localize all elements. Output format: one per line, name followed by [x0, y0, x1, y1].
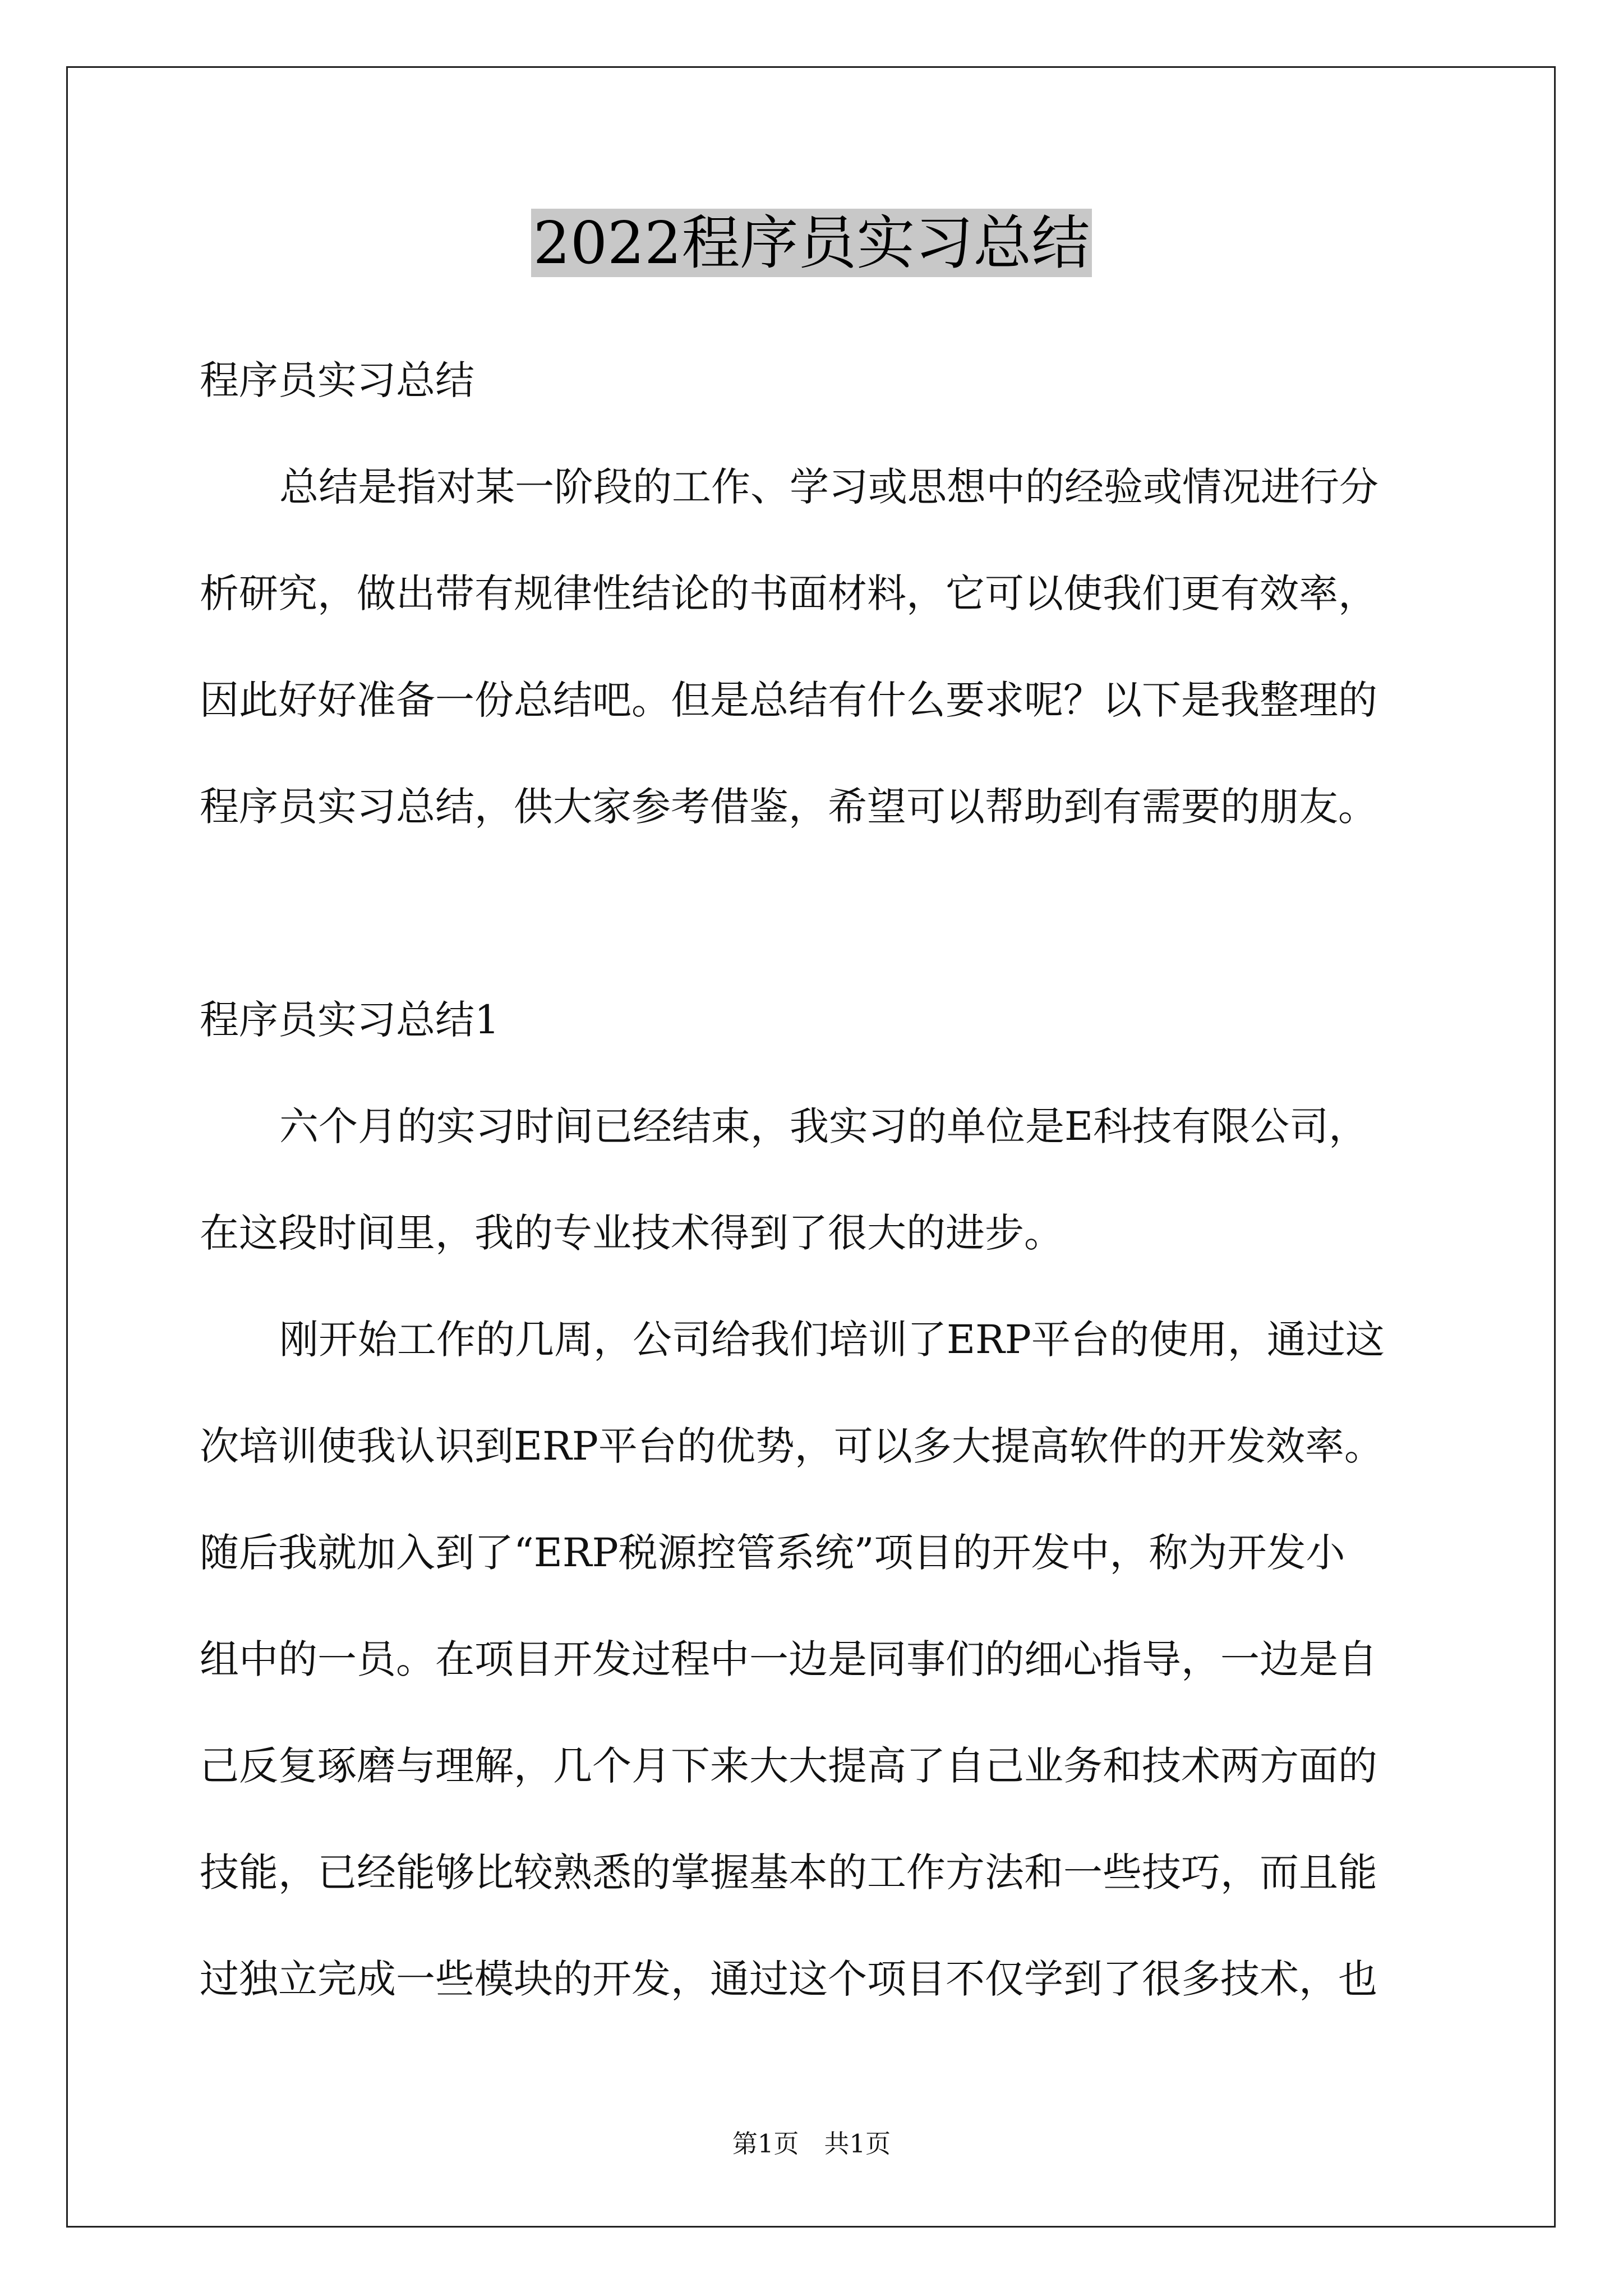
paragraph-line: 次培训使我认识到ERP平台的优势，可以多大提高软件的开发效率。	[200, 1423, 1384, 1469]
paragraph-line: 组中的一员。在项目开发过程中一边是同事们的细心指导，一边是自	[200, 1636, 1377, 1682]
paragraph-line: 过独立完成一些模块的开发，通过这个项目不仅学到了很多技术，也	[200, 1956, 1377, 2002]
section-heading: 程序员实习总结1	[200, 997, 500, 1043]
document-title	[0, 206, 1623, 279]
section-heading: 程序员实习总结	[200, 357, 474, 403]
document-title-text: 2022程序员实习总结	[531, 209, 1092, 277]
page-number: 第1页 共1页	[732, 2129, 891, 2159]
paragraph-line: 技能，已经能够比较熟悉的掌握基本的工作方法和一些技巧，而且能	[200, 1849, 1377, 1895]
paragraph-line: 因此好好准备一份总结吧。但是总结有什么要求呢？以下是我整理的	[200, 677, 1377, 723]
paragraph-line: 程序员实习总结，供大家参考借鉴，希望可以帮助到有需要的朋友。	[200, 784, 1377, 830]
paragraph-line: 在这段时间里，我的专业技术得到了很大的进步。	[200, 1210, 1063, 1256]
paragraph-line: 刚开始工作的几周，公司给我们培训了ERP平台的使用，通过这	[279, 1317, 1385, 1363]
paragraph-line: 析研究，做出带有规律性结论的书面材料，它可以使我们更有效率，	[200, 570, 1377, 616]
paragraph-line: 总结是指对某一阶段的工作、学习或思想中的经验或情况进行分	[279, 464, 1378, 510]
paragraph-line: 随后我就加入到了“ERP税源控管系统”项目的开发中，称为开发小	[200, 1530, 1345, 1576]
paragraph-line: 六个月的实习时间已经结束，我实习的单位是E科技有限公司，	[279, 1103, 1368, 1149]
paragraph-line: 己反复琢磨与理解，几个月下来大大提高了自己业务和技术两方面的	[200, 1743, 1377, 1789]
